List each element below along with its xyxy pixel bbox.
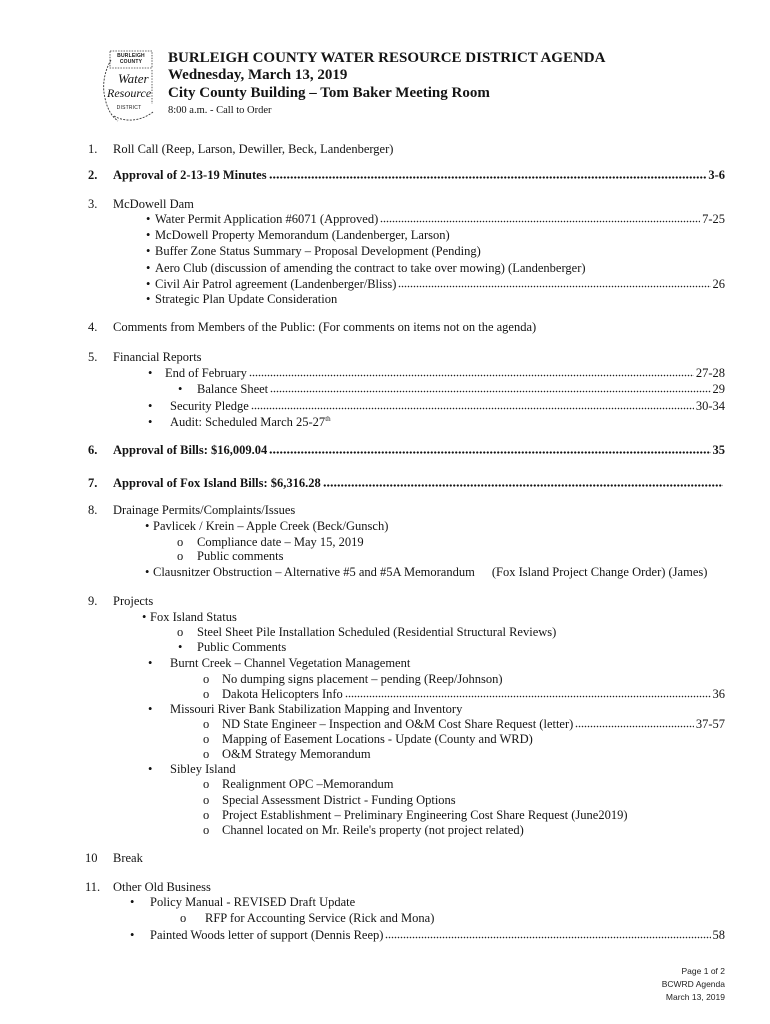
- item-number: 3.: [88, 197, 98, 211]
- list-item-text: Public comments: [197, 549, 284, 563]
- public-comments-text: Comments from Members of the Public: (For comments on items not on the agenda): [113, 320, 537, 334]
- dot-leader: [345, 695, 711, 698]
- logo-water-word: Water: [118, 71, 149, 86]
- page-reference: 37-57: [695, 717, 725, 731]
- circle-marker: o: [203, 717, 210, 731]
- page-reference: 30-34: [695, 399, 725, 413]
- list-item-text: McDowell Property Memorandum (Landenberger, Larson): [155, 228, 450, 242]
- list-item-text: RFP for Accounting Service (Rick and Mona): [205, 911, 435, 925]
- bullet-marker: •: [146, 277, 151, 291]
- roll-call-text: Roll Call (Reep, Larson, Dewiller, Beck, Landenberger): [113, 142, 394, 156]
- section-title: Other Old Business: [113, 880, 211, 894]
- list-item: [197, 382, 725, 396]
- list-item-text: Clausnitzer Obstruction – Alternative #5 and #5A Memorandum: [153, 565, 475, 579]
- list-item-text: Fox Island Status: [150, 610, 237, 624]
- list-item-text: ND State Engineer – Inspection and O&M Cost Share Request (letter): [222, 717, 574, 731]
- list-item-text: Painted Woods letter of support (Dennis Reep): [150, 928, 384, 942]
- dot-leader: [269, 176, 707, 179]
- bullet-marker: •: [148, 399, 153, 413]
- bullet-marker: •: [142, 610, 147, 624]
- circle-marker: o: [177, 535, 184, 549]
- list-item-text: O&M Strategy Memorandum: [222, 747, 371, 761]
- bullet-marker: •: [130, 928, 135, 942]
- bills-text: Approval of Bills: $16,009.04: [113, 443, 268, 457]
- page-reference: 36: [712, 687, 725, 701]
- list-item-text: Mapping of Easement Locations - Update (County and WRD): [222, 732, 533, 746]
- list-item-note: (Fox Island Project Change Order) (James): [491, 565, 708, 579]
- list-item-text: Aero Club (discussion of amending the contract to take over mowing) (Landenberger): [155, 261, 586, 275]
- item-number: 10: [85, 851, 98, 865]
- list-item-text: Public Comments: [197, 640, 287, 654]
- dot-leader: [249, 374, 694, 377]
- bullet-marker: •: [146, 261, 151, 275]
- list-item-text: Project Establishment – Preliminary Engineering Cost Share Request (June2019): [222, 808, 628, 822]
- list-item: [165, 366, 725, 380]
- section-title: Drainage Permits/Complaints/Issues: [113, 503, 296, 517]
- page-reference: 29: [712, 382, 725, 396]
- item-number: 2.: [88, 168, 98, 182]
- list-item-text: Security Pledge: [170, 399, 249, 413]
- list-item-text: Compliance date – May 15, 2019: [197, 535, 364, 549]
- page-reference: 58: [712, 928, 725, 942]
- minutes-text: Approval of 2-13-19 Minutes: [113, 168, 267, 182]
- logo-county-line2: COUNTY: [119, 59, 143, 65]
- list-item-text: Pavlicek / Krein – Apple Creek (Beck/Gunsch): [153, 519, 389, 533]
- item-number: 5.: [88, 350, 98, 364]
- bullet-marker: •: [148, 762, 153, 776]
- circle-marker: o: [203, 747, 210, 761]
- dot-leader: [251, 407, 694, 410]
- bullet-marker: •: [148, 366, 153, 380]
- circle-marker: o: [203, 808, 210, 822]
- list-item-text: Burnt Creek – Channel Vegetation Management: [170, 656, 411, 670]
- dot-leader: [323, 484, 723, 487]
- item-number: 7.: [88, 476, 98, 490]
- page-reference: 35: [712, 443, 725, 457]
- item-number: 8.: [88, 503, 98, 517]
- logo-district-word: DISTRICT: [116, 105, 142, 111]
- bullet-marker: •: [146, 228, 151, 242]
- list-item: [222, 717, 725, 731]
- bullet-marker: •: [148, 415, 153, 429]
- list-item-text: End of February: [165, 366, 247, 380]
- item-number: 11.: [85, 880, 101, 894]
- item-number: 4.: [88, 320, 98, 334]
- list-item-text: Water Permit Application #6071 (Approved): [155, 212, 379, 226]
- section-title: Financial Reports: [113, 350, 202, 364]
- circle-marker: o: [203, 732, 210, 746]
- section-title: Projects: [113, 594, 154, 608]
- bullet-marker: •: [145, 519, 150, 533]
- footer-document-name: BCWRD Agenda: [661, 979, 725, 989]
- call-to-order-time: 8:00 a.m. - Call to Order: [168, 105, 272, 116]
- list-item: [155, 277, 725, 291]
- dot-leader: [269, 451, 710, 454]
- dot-leader: [398, 285, 710, 288]
- logo-resource-word: Resource: [107, 86, 152, 100]
- circle-marker: o: [180, 911, 187, 925]
- break-text: Break: [113, 851, 143, 865]
- bullet-marker: •: [148, 656, 153, 670]
- meeting-location: City County Building – Tom Baker Meeting Room: [168, 85, 490, 101]
- list-item-text: Sibley Island: [170, 762, 236, 776]
- fox-island-bills-text: Approval of Fox Island Bills: $6,316.28: [113, 476, 321, 490]
- dot-leader: [575, 725, 694, 728]
- list-item-text: Civil Air Patrol agreement (Landenberger/Bliss): [155, 277, 397, 291]
- bullet-marker: •: [146, 212, 151, 226]
- dot-leader: [270, 390, 710, 393]
- dot-leader: [380, 220, 700, 223]
- footer-page-number: Page 1 of 2: [681, 966, 725, 976]
- bullet-marker: •: [145, 565, 150, 579]
- list-item: [150, 928, 725, 942]
- bullet-marker: •: [178, 640, 183, 654]
- page-reference: 7-25: [702, 212, 725, 226]
- list-item-text: Channel located on Mr. Reile's property (not project related): [222, 823, 524, 837]
- list-item: [170, 415, 331, 429]
- list-item-text: Dakota Helicopters Info: [222, 687, 343, 701]
- list-item-text: Strategic Plan Update Consideration: [155, 292, 338, 306]
- bullet-marker: •: [178, 382, 183, 396]
- bullet-marker: •: [146, 292, 151, 306]
- list-item-text: Missouri River Bank Stabilization Mapping and Inventory: [170, 702, 463, 716]
- bullet-marker: •: [148, 702, 153, 716]
- list-item-text: Policy Manual - REVISED Draft Update: [150, 895, 356, 909]
- bullet-marker: •: [130, 895, 135, 909]
- bullet-marker: •: [146, 244, 151, 258]
- list-item-text: Balance Sheet: [197, 382, 269, 396]
- logo-county-line1: BURLEIGH: [117, 53, 145, 59]
- section-title: McDowell Dam: [113, 197, 194, 211]
- footer-date: March 13, 2019: [665, 992, 725, 1002]
- item-number: 6.: [88, 443, 98, 457]
- ordinal-suffix: th: [325, 415, 331, 423]
- page-reference: 26: [712, 277, 725, 291]
- page-reference: 27-28: [695, 366, 725, 380]
- item-number: 9.: [88, 594, 98, 608]
- list-item: [155, 212, 725, 226]
- circle-marker: o: [203, 672, 210, 686]
- list-item-text: Steel Sheet Pile Installation Scheduled (Residential Structural Reviews): [197, 625, 557, 639]
- page-reference: 3-6: [708, 168, 725, 182]
- bcwrd-logo: [100, 46, 162, 126]
- circle-marker: o: [177, 625, 184, 639]
- circle-marker: o: [203, 777, 210, 791]
- agenda-title: BURLEIGH COUNTY WATER RESOURCE DISTRICT AGENDA: [168, 50, 606, 66]
- list-item-text: Audit: Scheduled March 25-27: [170, 415, 326, 429]
- list-item: [153, 565, 707, 579]
- list-item-text: Realignment OPC –Memorandum: [222, 777, 394, 791]
- meeting-date: Wednesday, March 13, 2019: [168, 67, 348, 83]
- minutes-line: [113, 168, 725, 182]
- item-number: 1.: [88, 142, 98, 156]
- fox-island-bills-line: [113, 476, 725, 490]
- list-item: [222, 687, 725, 701]
- list-item-text: No dumping signs placement – pending (Reep/Johnson): [222, 672, 503, 686]
- dot-leader: [385, 936, 710, 939]
- list-item-text: Special Assessment District - Funding Options: [222, 793, 456, 807]
- circle-marker: o: [203, 793, 210, 807]
- bills-line: [113, 443, 725, 457]
- circle-marker: o: [203, 823, 210, 837]
- circle-marker: o: [177, 549, 184, 563]
- list-item-text: Buffer Zone Status Summary – Proposal Development (Pending): [155, 244, 481, 258]
- circle-marker: o: [203, 687, 210, 701]
- list-item: [170, 399, 725, 413]
